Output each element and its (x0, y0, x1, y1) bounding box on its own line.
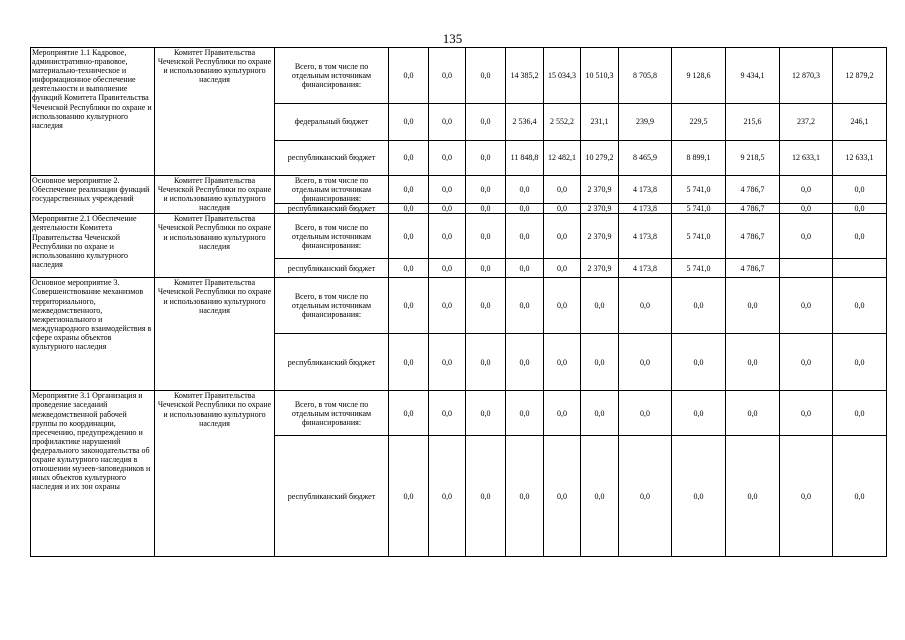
value-cell: 0,0 (833, 176, 887, 204)
activity-name-cell: Мероприятие 1.1 Кадровое, административно-правовое, материально-техническое и информационное обеспечение деятельности и выполнение функций Комитета Правительства Чеченской Республики по охране и использованию культурного наследия (31, 48, 155, 176)
funding-source-cell: Всего, в том числе по отдельным источникам финансирования: (275, 214, 389, 259)
value-cell: 0,0 (581, 278, 619, 334)
value-cell: 0,0 (780, 436, 833, 557)
value-cell: 8 899,1 (672, 141, 726, 176)
value-cell: 10 510,3 (581, 48, 619, 104)
value-cell: 0,0 (466, 204, 506, 214)
value-cell: 0,0 (389, 141, 429, 176)
value-cell: 4 786,7 (726, 214, 780, 259)
value-cell: 5 741,0 (672, 176, 726, 204)
executor-cell: Комитет Правительства Чеченской Республики по охране и использованию культурного наследия (155, 391, 275, 557)
value-cell: 5 741,0 (672, 259, 726, 278)
value-cell: 5 741,0 (672, 214, 726, 259)
value-cell: 0,0 (672, 436, 726, 557)
activity-name-cell: Мероприятие 3.1 Организация и проведение заседаний межведомственной рабочей группы по координации, пресечению, предупреждению и профилактике нарушений федерального законодательства об охране культурного наследия в отношении музеев-заповедников и иных объектов культурного наследия и их зон охраны (31, 391, 155, 557)
value-cell: 0,0 (506, 278, 544, 334)
value-cell: 0,0 (506, 204, 544, 214)
value-cell: 2 370,9 (581, 259, 619, 278)
table-row (31, 48, 887, 104)
value-cell: 0,0 (429, 48, 466, 104)
value-cell: 0,0 (544, 259, 581, 278)
value-cell: 237,2 (780, 104, 833, 141)
value-cell: 8 705,8 (619, 48, 672, 104)
table-row (31, 278, 887, 334)
value-cell: 4 786,7 (726, 176, 780, 204)
value-cell: 0,0 (466, 214, 506, 259)
value-cell: 0,0 (389, 204, 429, 214)
funding-source-cell: Всего, в том числе по отдельным источникам финансирования: (275, 176, 389, 204)
value-cell: 0,0 (429, 391, 466, 436)
value-cell: 0,0 (544, 176, 581, 204)
funding-source-cell: республиканский бюджет (275, 204, 389, 214)
table-row (31, 391, 887, 436)
value-cell: 11 848,8 (506, 141, 544, 176)
value-cell: 2 370,9 (581, 214, 619, 259)
value-cell: 12 633,1 (833, 141, 887, 176)
value-cell: 2 370,9 (581, 204, 619, 214)
value-cell: 0,0 (544, 214, 581, 259)
value-cell: 12 879,2 (833, 48, 887, 104)
value-cell (780, 259, 833, 278)
value-cell: 0,0 (429, 334, 466, 391)
value-cell: 0,0 (726, 391, 780, 436)
value-cell: 0,0 (466, 334, 506, 391)
value-cell: 14 385,2 (506, 48, 544, 104)
value-cell: 10 279,2 (581, 141, 619, 176)
value-cell: 239,9 (619, 104, 672, 141)
value-cell: 0,0 (544, 436, 581, 557)
value-cell: 4 173,8 (619, 214, 672, 259)
value-cell: 2 552,2 (544, 104, 581, 141)
value-cell: 9 128,6 (672, 48, 726, 104)
value-cell: 0,0 (466, 104, 506, 141)
value-cell: 0,0 (780, 278, 833, 334)
value-cell: 12 870,3 (780, 48, 833, 104)
value-cell: 12 633,1 (780, 141, 833, 176)
value-cell: 0,0 (466, 436, 506, 557)
executor-cell: Комитет Правительства Чеченской Республики по охране и использованию культурного наследия (155, 176, 275, 214)
value-cell: 0,0 (466, 141, 506, 176)
value-cell: 0,0 (389, 48, 429, 104)
value-cell: 0,0 (726, 278, 780, 334)
value-cell: 0,0 (780, 204, 833, 214)
value-cell: 0,0 (389, 278, 429, 334)
value-cell: 0,0 (429, 141, 466, 176)
value-cell: 231,1 (581, 104, 619, 141)
value-cell: 0,0 (672, 334, 726, 391)
value-cell: 0,0 (726, 334, 780, 391)
funding-source-cell: республиканский бюджет (275, 259, 389, 278)
value-cell: 0,0 (466, 278, 506, 334)
value-cell: 0,0 (619, 334, 672, 391)
value-cell: 0,0 (544, 334, 581, 391)
value-cell: 15 034,3 (544, 48, 581, 104)
value-cell: 4 786,7 (726, 204, 780, 214)
value-cell: 0,0 (780, 214, 833, 259)
value-cell: 0,0 (581, 436, 619, 557)
funding-source-cell: Всего, в том числе по отдельным источникам финансирования: (275, 391, 389, 436)
value-cell: 0,0 (429, 436, 466, 557)
activity-name-cell: Основное мероприятие 3. Совершенствование механизмов территориального, межведомственного, межрегионального и международного взаимодействия в сфере охраны объектов культурного наследия (31, 278, 155, 391)
value-cell: 0,0 (389, 334, 429, 391)
value-cell: 0,0 (429, 259, 466, 278)
value-cell: 4 173,8 (619, 176, 672, 204)
value-cell: 5 741,0 (672, 204, 726, 214)
value-cell: 4 786,7 (726, 259, 780, 278)
value-cell: 0,0 (466, 176, 506, 204)
value-cell: 8 465,9 (619, 141, 672, 176)
activity-name-cell: Основное мероприятие 2. Обеспечение реализации функций государственных учреждений (31, 176, 155, 214)
value-cell: 0,0 (506, 391, 544, 436)
value-cell: 0,0 (833, 391, 887, 436)
executor-cell: Комитет Правительства Чеченской Республики по охране и использованию культурного наследия (155, 48, 275, 176)
value-cell: 2 536,4 (506, 104, 544, 141)
value-cell: 0,0 (389, 104, 429, 141)
value-cell: 0,0 (389, 259, 429, 278)
funding-source-cell: Всего, в том числе по отдельным источникам финансирования: (275, 278, 389, 334)
value-cell: 229,5 (672, 104, 726, 141)
value-cell (833, 259, 887, 278)
value-cell: 0,0 (544, 278, 581, 334)
value-cell: 0,0 (466, 48, 506, 104)
value-cell: 0,0 (672, 278, 726, 334)
value-cell: 0,0 (429, 214, 466, 259)
value-cell: 0,0 (429, 176, 466, 204)
value-cell: 0,0 (581, 391, 619, 436)
value-cell: 0,0 (833, 436, 887, 557)
value-cell: 246,1 (833, 104, 887, 141)
value-cell: 0,0 (429, 278, 466, 334)
budget-table (30, 47, 887, 557)
value-cell: 0,0 (389, 391, 429, 436)
value-cell: 0,0 (544, 204, 581, 214)
value-cell: 0,0 (619, 278, 672, 334)
value-cell: 4 173,8 (619, 204, 672, 214)
value-cell: 0,0 (506, 176, 544, 204)
value-cell: 0,0 (429, 104, 466, 141)
table-row (31, 214, 887, 259)
value-cell: 0,0 (833, 278, 887, 334)
value-cell: 0,0 (466, 259, 506, 278)
value-cell: 0,0 (619, 436, 672, 557)
page-number: 135 (442, 31, 463, 46)
value-cell: 0,0 (833, 204, 887, 214)
table-row (31, 176, 887, 204)
funding-source-cell: Всего, в том числе по отдельным источникам финансирования: (275, 48, 389, 104)
value-cell: 2 370,9 (581, 176, 619, 204)
value-cell: 0,0 (581, 334, 619, 391)
value-cell: 0,0 (389, 436, 429, 557)
value-cell: 9 218,5 (726, 141, 780, 176)
value-cell: 0,0 (506, 214, 544, 259)
value-cell: 12 482,1 (544, 141, 581, 176)
value-cell: 0,0 (780, 334, 833, 391)
value-cell: 0,0 (389, 214, 429, 259)
value-cell: 4 173,8 (619, 259, 672, 278)
value-cell: 0,0 (466, 391, 506, 436)
value-cell: 0,0 (506, 334, 544, 391)
value-cell: 0,0 (389, 176, 429, 204)
value-cell: 215,6 (726, 104, 780, 141)
value-cell: 0,0 (833, 334, 887, 391)
value-cell: 0,0 (780, 176, 833, 204)
value-cell: 0,0 (506, 436, 544, 557)
value-cell: 0,0 (544, 391, 581, 436)
executor-cell: Комитет Правительства Чеченской Республики по охране и использованию культурного наследия (155, 214, 275, 278)
value-cell: 0,0 (726, 436, 780, 557)
funding-source-cell: республиканский бюджет (275, 334, 389, 391)
value-cell: 0,0 (672, 391, 726, 436)
value-cell: 0,0 (619, 391, 672, 436)
activity-name-cell: Мероприятие 2.1 Обеспечение деятельности Комитета Правительства Чеченской Республики по охране и использованию культурного наследия (31, 214, 155, 278)
funding-source-cell: республиканский бюджет (275, 436, 389, 557)
value-cell: 0,0 (780, 391, 833, 436)
executor-cell: Комитет Правительства Чеченской Республики по охране и использованию культурного наследия (155, 278, 275, 391)
value-cell: 0,0 (833, 214, 887, 259)
value-cell: 0,0 (429, 204, 466, 214)
funding-source-cell: республиканский бюджет (275, 141, 389, 176)
value-cell: 9 434,1 (726, 48, 780, 104)
value-cell: 0,0 (506, 259, 544, 278)
funding-source-cell: федеральный бюджет (275, 104, 389, 141)
